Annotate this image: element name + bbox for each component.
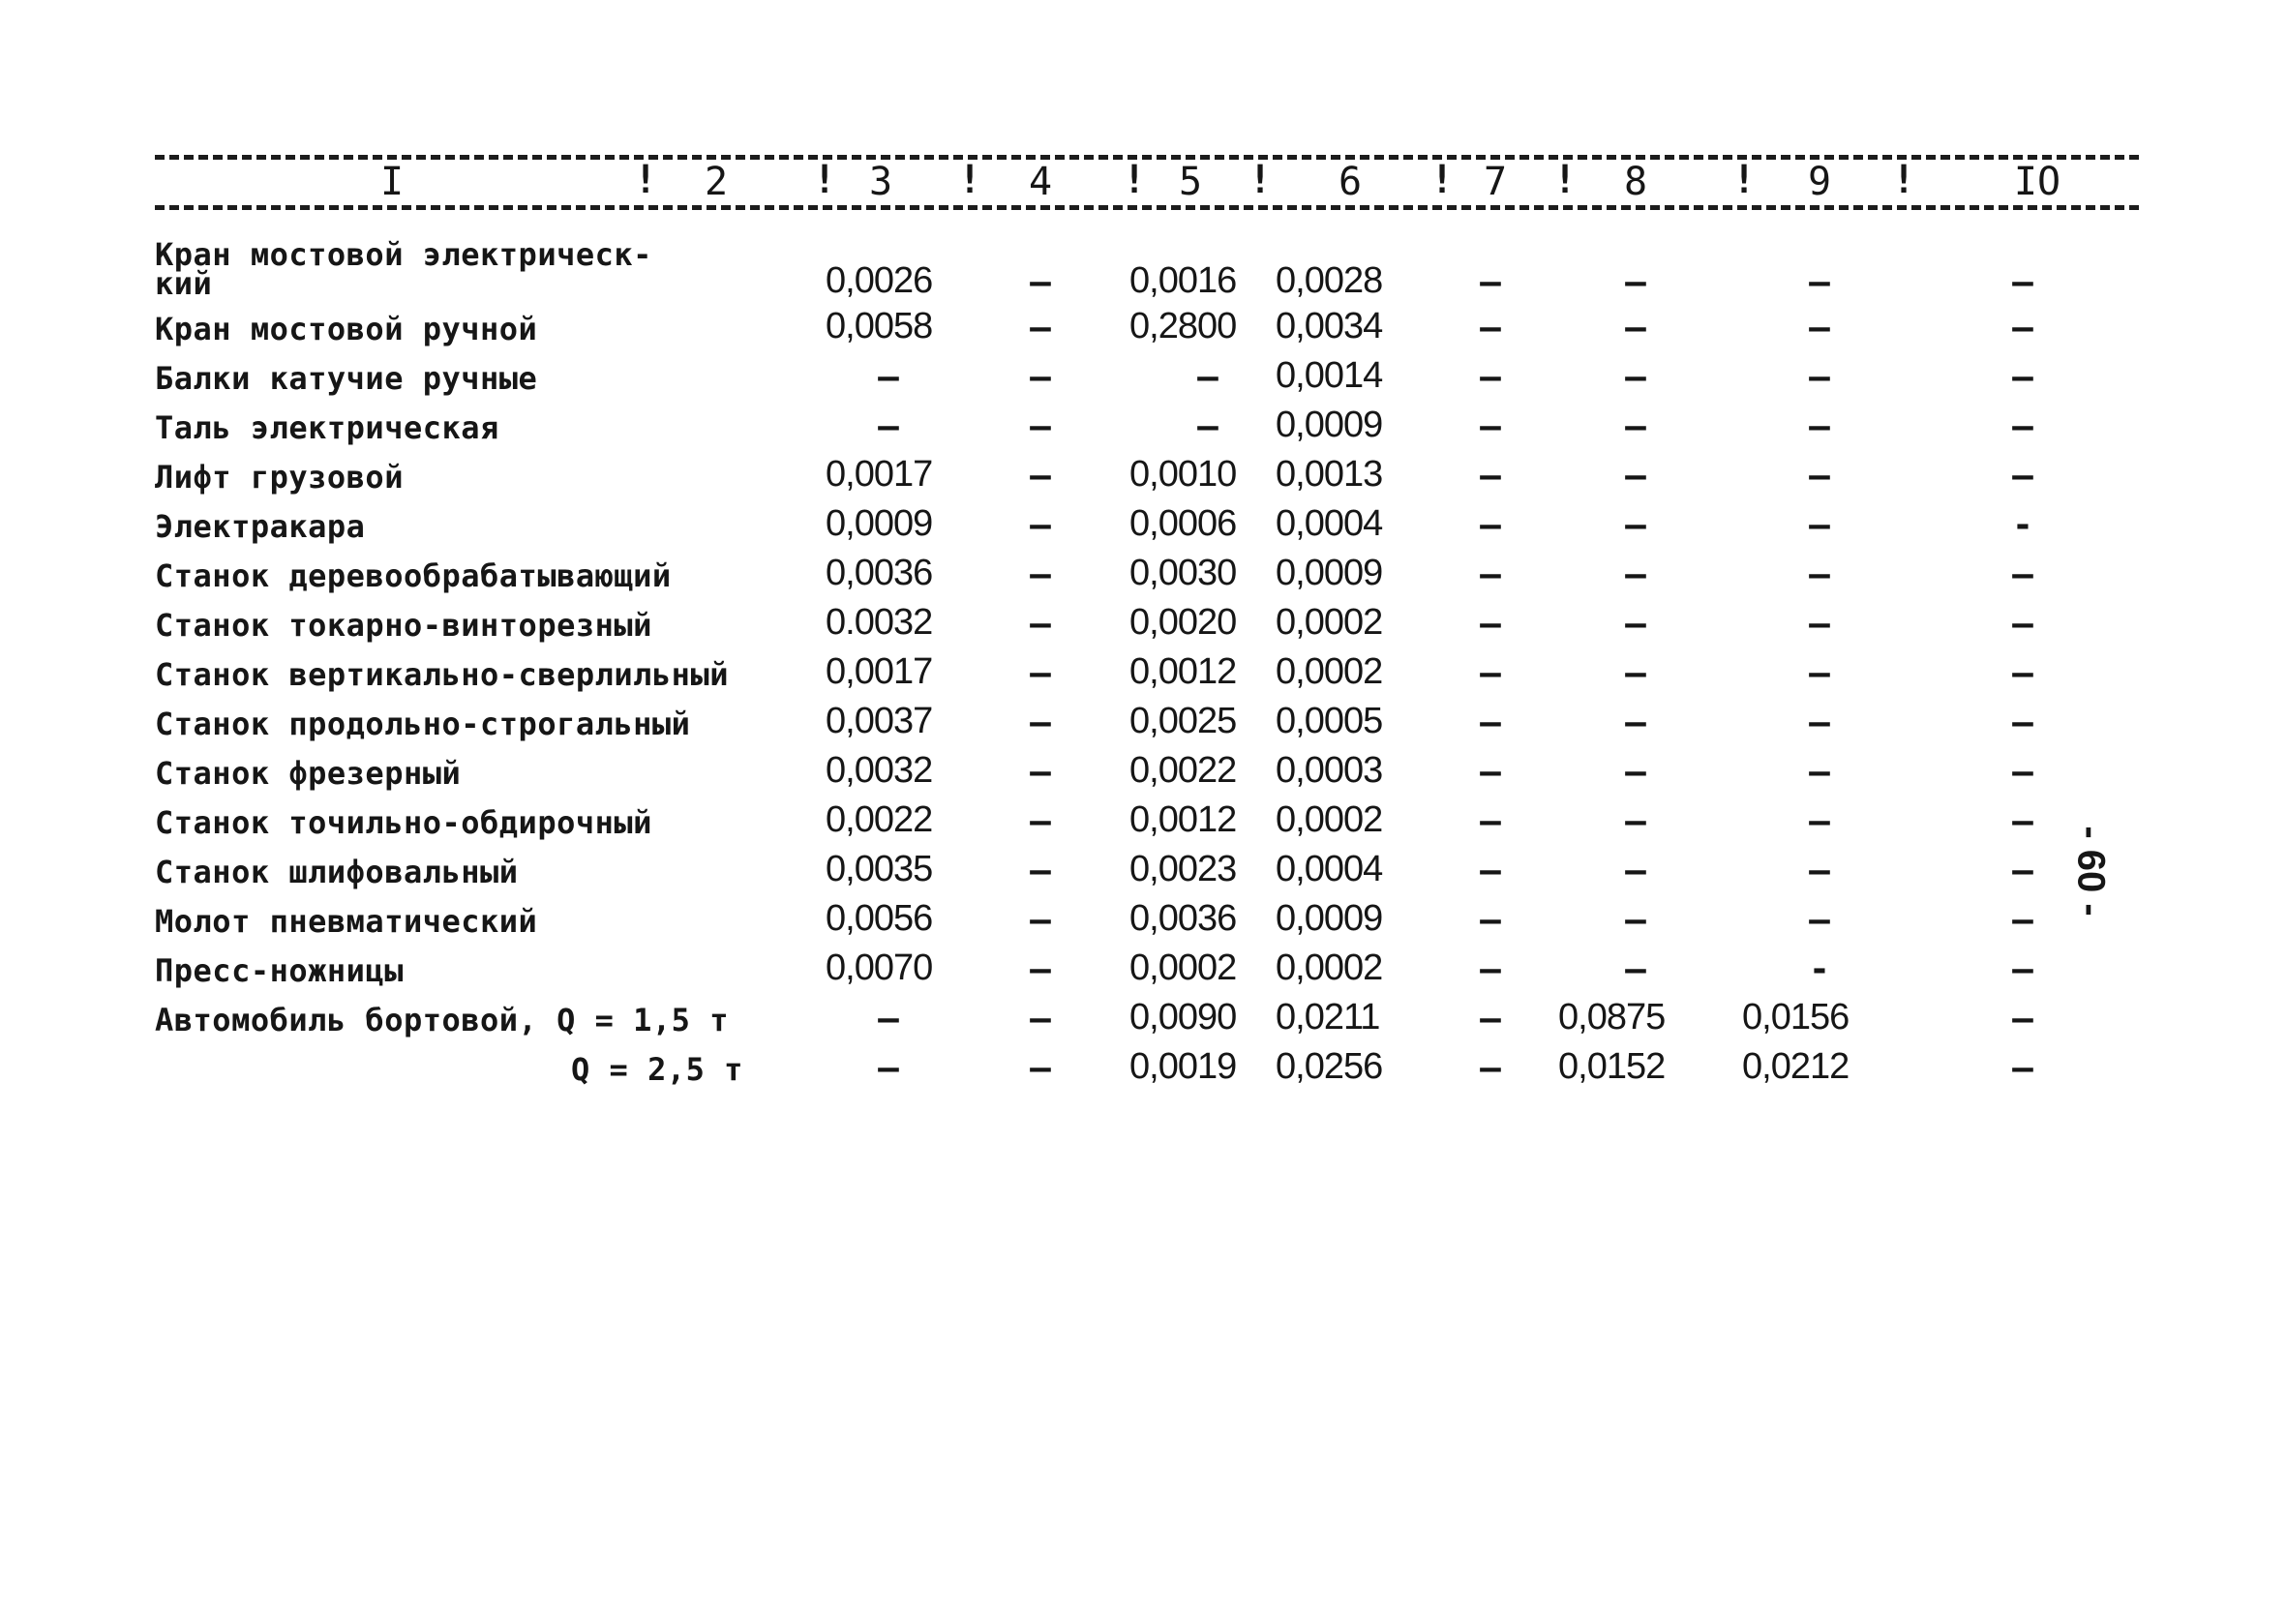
cell-dash-c7: – xyxy=(1480,653,1501,693)
cell-dash-c4: – xyxy=(1030,1048,1051,1088)
col-header-2: 2 xyxy=(704,160,729,204)
cell-value-c9: 0,0212 xyxy=(1742,1046,1850,1087)
cell-dash-c10: – xyxy=(2012,900,2033,940)
col-separator: ! xyxy=(1732,158,1757,202)
cell-dash-c8: – xyxy=(1625,949,1646,989)
cell-value-c6: 0,0009 xyxy=(1276,898,1383,939)
cell-value-c6: 0,0211 xyxy=(1276,997,1380,1038)
cell-dash-c10: – xyxy=(2012,801,2033,841)
cell-value-c6: 0,0014 xyxy=(1276,355,1383,396)
cell-dash-c9: – xyxy=(1809,801,1830,841)
row-name: Q = 2,5 т xyxy=(571,1051,743,1088)
row-name: Балки катучие ручные xyxy=(155,360,538,397)
cell-value-c6: 0,0003 xyxy=(1276,750,1383,791)
cell-dash-c5: – xyxy=(1197,406,1218,446)
cell-dash-c7: – xyxy=(1480,1048,1501,1088)
cell-dash-c4: – xyxy=(1030,262,1051,302)
cell-dash-c10: – xyxy=(2012,851,2033,890)
cell-dash-c9: - xyxy=(1809,949,1830,989)
cell-value-c3: 0,0035 xyxy=(826,849,933,889)
cell-dash-c10: – xyxy=(2012,949,2033,989)
cell-value-c6: 0,0009 xyxy=(1276,405,1383,445)
cell-value-c5: 0,0019 xyxy=(1129,1046,1237,1087)
row-name: Кран мостовой электрическ- xyxy=(155,236,652,273)
col-header-6: 6 xyxy=(1338,160,1363,204)
cell-dash-c10: – xyxy=(2012,752,2033,792)
cell-dash-c4: – xyxy=(1030,900,1051,940)
cell-value-c3: 0,0036 xyxy=(826,553,933,593)
col-separator: ! xyxy=(813,158,837,202)
cell-value-c5: 0,0030 xyxy=(1129,553,1237,593)
col-separator: ! xyxy=(1892,158,1916,202)
cell-value-c6: 0,0004 xyxy=(1276,503,1383,544)
cell-dash-c8: – xyxy=(1625,308,1646,347)
cell-value-c3: 0,0017 xyxy=(826,651,933,692)
page-number-text: - 60 - xyxy=(2069,826,2113,917)
col-separator: ! xyxy=(634,158,658,202)
cell-value-c6: 0,0002 xyxy=(1276,947,1383,988)
cell-value-c5: 0,0090 xyxy=(1129,997,1237,1038)
cell-dash-c10: – xyxy=(2012,357,2033,397)
cell-dash-c4: – xyxy=(1030,851,1051,890)
row-name: Пресс-ножницы xyxy=(155,952,404,989)
col-separator: ! xyxy=(1553,158,1578,202)
cell-dash-c9: – xyxy=(1809,262,1830,302)
cell-dash-c4: – xyxy=(1030,949,1051,989)
cell-dash-c7: – xyxy=(1480,949,1501,989)
cell-dash-c8: – xyxy=(1625,900,1646,940)
cell-dash-c9: – xyxy=(1809,357,1830,397)
row-name: Станок фрезерный xyxy=(155,755,462,792)
cell-value-c5: 0,0025 xyxy=(1129,701,1237,741)
cell-dash-c9: – xyxy=(1809,555,1830,594)
cell-value-c6: 0,0005 xyxy=(1276,701,1383,741)
cell-dash-c9: – xyxy=(1809,752,1830,792)
col-separator: ! xyxy=(1123,158,1147,202)
cell-dash-c10: – xyxy=(2012,308,2033,347)
cell-dash-c7: – xyxy=(1480,703,1501,742)
cell-value-c3: 0,0070 xyxy=(826,947,933,988)
cell-dash-c4: – xyxy=(1030,308,1051,347)
cell-value-c5: 0,0012 xyxy=(1129,651,1237,692)
col-header-7: 7 xyxy=(1483,160,1508,204)
cell-dash-c4: – xyxy=(1030,752,1051,792)
cell-dash-c10: – xyxy=(2012,999,2033,1038)
cell-dash-c9: – xyxy=(1809,900,1830,940)
cell-dash-c8: – xyxy=(1625,604,1646,644)
cell-dash-c9: – xyxy=(1809,604,1830,644)
cell-dash-c10: – xyxy=(2012,262,2033,302)
cell-value-c6: 0,0013 xyxy=(1276,454,1383,495)
row-name: Автомобиль бортовой, Q = 1,5 т xyxy=(155,1002,729,1038)
cell-dash-c8: – xyxy=(1625,801,1646,841)
row-name: Станок деревообрабатывающий xyxy=(155,557,672,594)
row-name: Таль электрическая xyxy=(155,409,499,446)
cell-dash-c7: – xyxy=(1480,308,1501,347)
cell-value-c5: 0,0016 xyxy=(1129,260,1237,301)
cell-dash-c7: – xyxy=(1480,801,1501,841)
row-name: Станок точильно-обдирочный xyxy=(155,804,652,841)
cell-dash-c4: – xyxy=(1030,505,1051,545)
cell-dash-c10: – xyxy=(2012,703,2033,742)
cell-dash-c10: – xyxy=(2012,653,2033,693)
col-separator: ! xyxy=(1430,158,1455,202)
cell-value-c5: 0,0002 xyxy=(1129,947,1237,988)
cell-value-c3: 0,0017 xyxy=(826,454,933,495)
row-name: Молот пневматический xyxy=(155,903,538,940)
cell-value-c5: 0,0023 xyxy=(1129,849,1237,889)
cell-value-c5: 0,0020 xyxy=(1129,602,1237,643)
cell-value-c3: 0,0022 xyxy=(826,799,933,840)
cell-dash-c8: – xyxy=(1625,456,1646,496)
cell-dash-c8: – xyxy=(1625,505,1646,545)
cell-value-c6: 0,0004 xyxy=(1276,849,1383,889)
cell-dash-c3: – xyxy=(878,1048,899,1088)
cell-dash-c10: – xyxy=(2012,406,2033,446)
cell-dash-c4: – xyxy=(1030,653,1051,693)
cell-value-c9: 0,0156 xyxy=(1742,997,1850,1038)
cell-dash-c7: – xyxy=(1480,456,1501,496)
col-header-8: 8 xyxy=(1623,160,1648,204)
cell-dash-c8: – xyxy=(1625,262,1646,302)
cell-dash-c4: – xyxy=(1030,703,1051,742)
cell-dash-c7: – xyxy=(1480,604,1501,644)
header-rule-top xyxy=(155,155,2139,160)
row-name: кий xyxy=(155,265,213,302)
col-header-3: 3 xyxy=(868,160,893,204)
cell-dash-c4: – xyxy=(1030,801,1051,841)
row-name: Станок токарно-винторезный xyxy=(155,607,652,644)
page-number xyxy=(2061,794,2120,948)
row-name: Электракара xyxy=(155,508,366,545)
cell-dash-c8: – xyxy=(1625,653,1646,693)
cell-dash-c7: – xyxy=(1480,752,1501,792)
cell-dash-c8: – xyxy=(1625,555,1646,594)
cell-dash-c4: – xyxy=(1030,357,1051,397)
cell-dash-c9: – xyxy=(1809,456,1830,496)
cell-value-c3: 0,0026 xyxy=(826,260,933,301)
cell-value-c6: 0,0009 xyxy=(1276,553,1383,593)
cell-dash-c7: – xyxy=(1480,851,1501,890)
cell-dash-c7: – xyxy=(1480,999,1501,1038)
cell-dash-c7: – xyxy=(1480,900,1501,940)
cell-dash-c10: – xyxy=(2012,555,2033,594)
row-name: Станок шлифовальный xyxy=(155,854,519,890)
cell-dash-c9: – xyxy=(1809,308,1830,347)
cell-value-c3: 0,0056 xyxy=(826,898,933,939)
cell-dash-c9: – xyxy=(1809,406,1830,446)
cell-value-c5: 0,0012 xyxy=(1129,799,1237,840)
cell-dash-c8: – xyxy=(1625,851,1646,890)
cell-dash-c3: – xyxy=(878,357,899,397)
cell-dash-c7: – xyxy=(1480,262,1501,302)
cell-value-c6: 0,0002 xyxy=(1276,799,1383,840)
cell-dash-c3: – xyxy=(878,406,899,446)
cell-value-c6: 0,0256 xyxy=(1276,1046,1383,1087)
cell-dash-c8: – xyxy=(1625,406,1646,446)
cell-value-c3: 0.0032 xyxy=(826,602,933,643)
cell-dash-c4: – xyxy=(1030,999,1051,1038)
cell-value-c6: 0,0002 xyxy=(1276,602,1383,643)
cell-dash-c4: – xyxy=(1030,555,1051,594)
col-header-10: IO xyxy=(2013,160,2061,204)
col-header-4: 4 xyxy=(1028,160,1053,204)
col-separator: ! xyxy=(1248,158,1273,202)
cell-dash-c4: – xyxy=(1030,604,1051,644)
cell-dash-c5: – xyxy=(1197,357,1218,397)
cell-value-c5: 0,0006 xyxy=(1129,503,1237,544)
cell-value-c8: 0,0875 xyxy=(1558,997,1666,1038)
cell-dash-c9: – xyxy=(1809,505,1830,545)
row-name: Станок продольно-строгальный xyxy=(155,706,691,742)
cell-dash-c4: – xyxy=(1030,456,1051,496)
cell-dash-c3: – xyxy=(878,999,899,1038)
row-name: Лифт грузовой xyxy=(155,459,404,496)
cell-dash-c7: – xyxy=(1480,357,1501,397)
cell-value-c5: 0,0010 xyxy=(1129,454,1237,495)
cell-dash-c10: – xyxy=(2012,604,2033,644)
cell-dash-c10: – xyxy=(2012,456,2033,496)
col-header-9: 9 xyxy=(1807,160,1832,204)
cell-value-c6: 0,0002 xyxy=(1276,651,1383,692)
cell-value-c3: 0,0058 xyxy=(826,306,933,346)
cell-dash-c4: – xyxy=(1030,406,1051,446)
row-name: Кран мостовой ручной xyxy=(155,311,538,347)
cell-value-c3: 0,0032 xyxy=(826,750,933,791)
cell-value-c8: 0,0152 xyxy=(1558,1046,1666,1087)
col-separator: ! xyxy=(958,158,982,202)
cell-value-c3: 0,0009 xyxy=(826,503,933,544)
cell-dash-c7: – xyxy=(1480,505,1501,545)
cell-dash-c10: - xyxy=(2012,505,2033,545)
cell-dash-c8: – xyxy=(1625,357,1646,397)
row-name: Станок вертикально-сверлильный xyxy=(155,656,729,693)
cell-dash-c8: – xyxy=(1625,752,1646,792)
col-header-1: I xyxy=(379,160,405,204)
cell-dash-c9: – xyxy=(1809,851,1830,890)
cell-value-c5: 0,2800 xyxy=(1129,306,1237,346)
cell-dash-c10: – xyxy=(2012,1048,2033,1088)
cell-value-c6: 0,0028 xyxy=(1276,260,1383,301)
cell-value-c6: 0,0034 xyxy=(1276,306,1383,346)
col-header-5: 5 xyxy=(1178,160,1203,204)
cell-value-c3: 0,0037 xyxy=(826,701,933,741)
cell-dash-c8: – xyxy=(1625,703,1646,742)
cell-dash-c7: – xyxy=(1480,406,1501,446)
cell-dash-c9: – xyxy=(1809,653,1830,693)
cell-value-c5: 0,0036 xyxy=(1129,898,1237,939)
cell-dash-c7: – xyxy=(1480,555,1501,594)
header-rule-bottom xyxy=(155,205,2139,210)
cell-value-c5: 0,0022 xyxy=(1129,750,1237,791)
cell-dash-c9: – xyxy=(1809,703,1830,742)
